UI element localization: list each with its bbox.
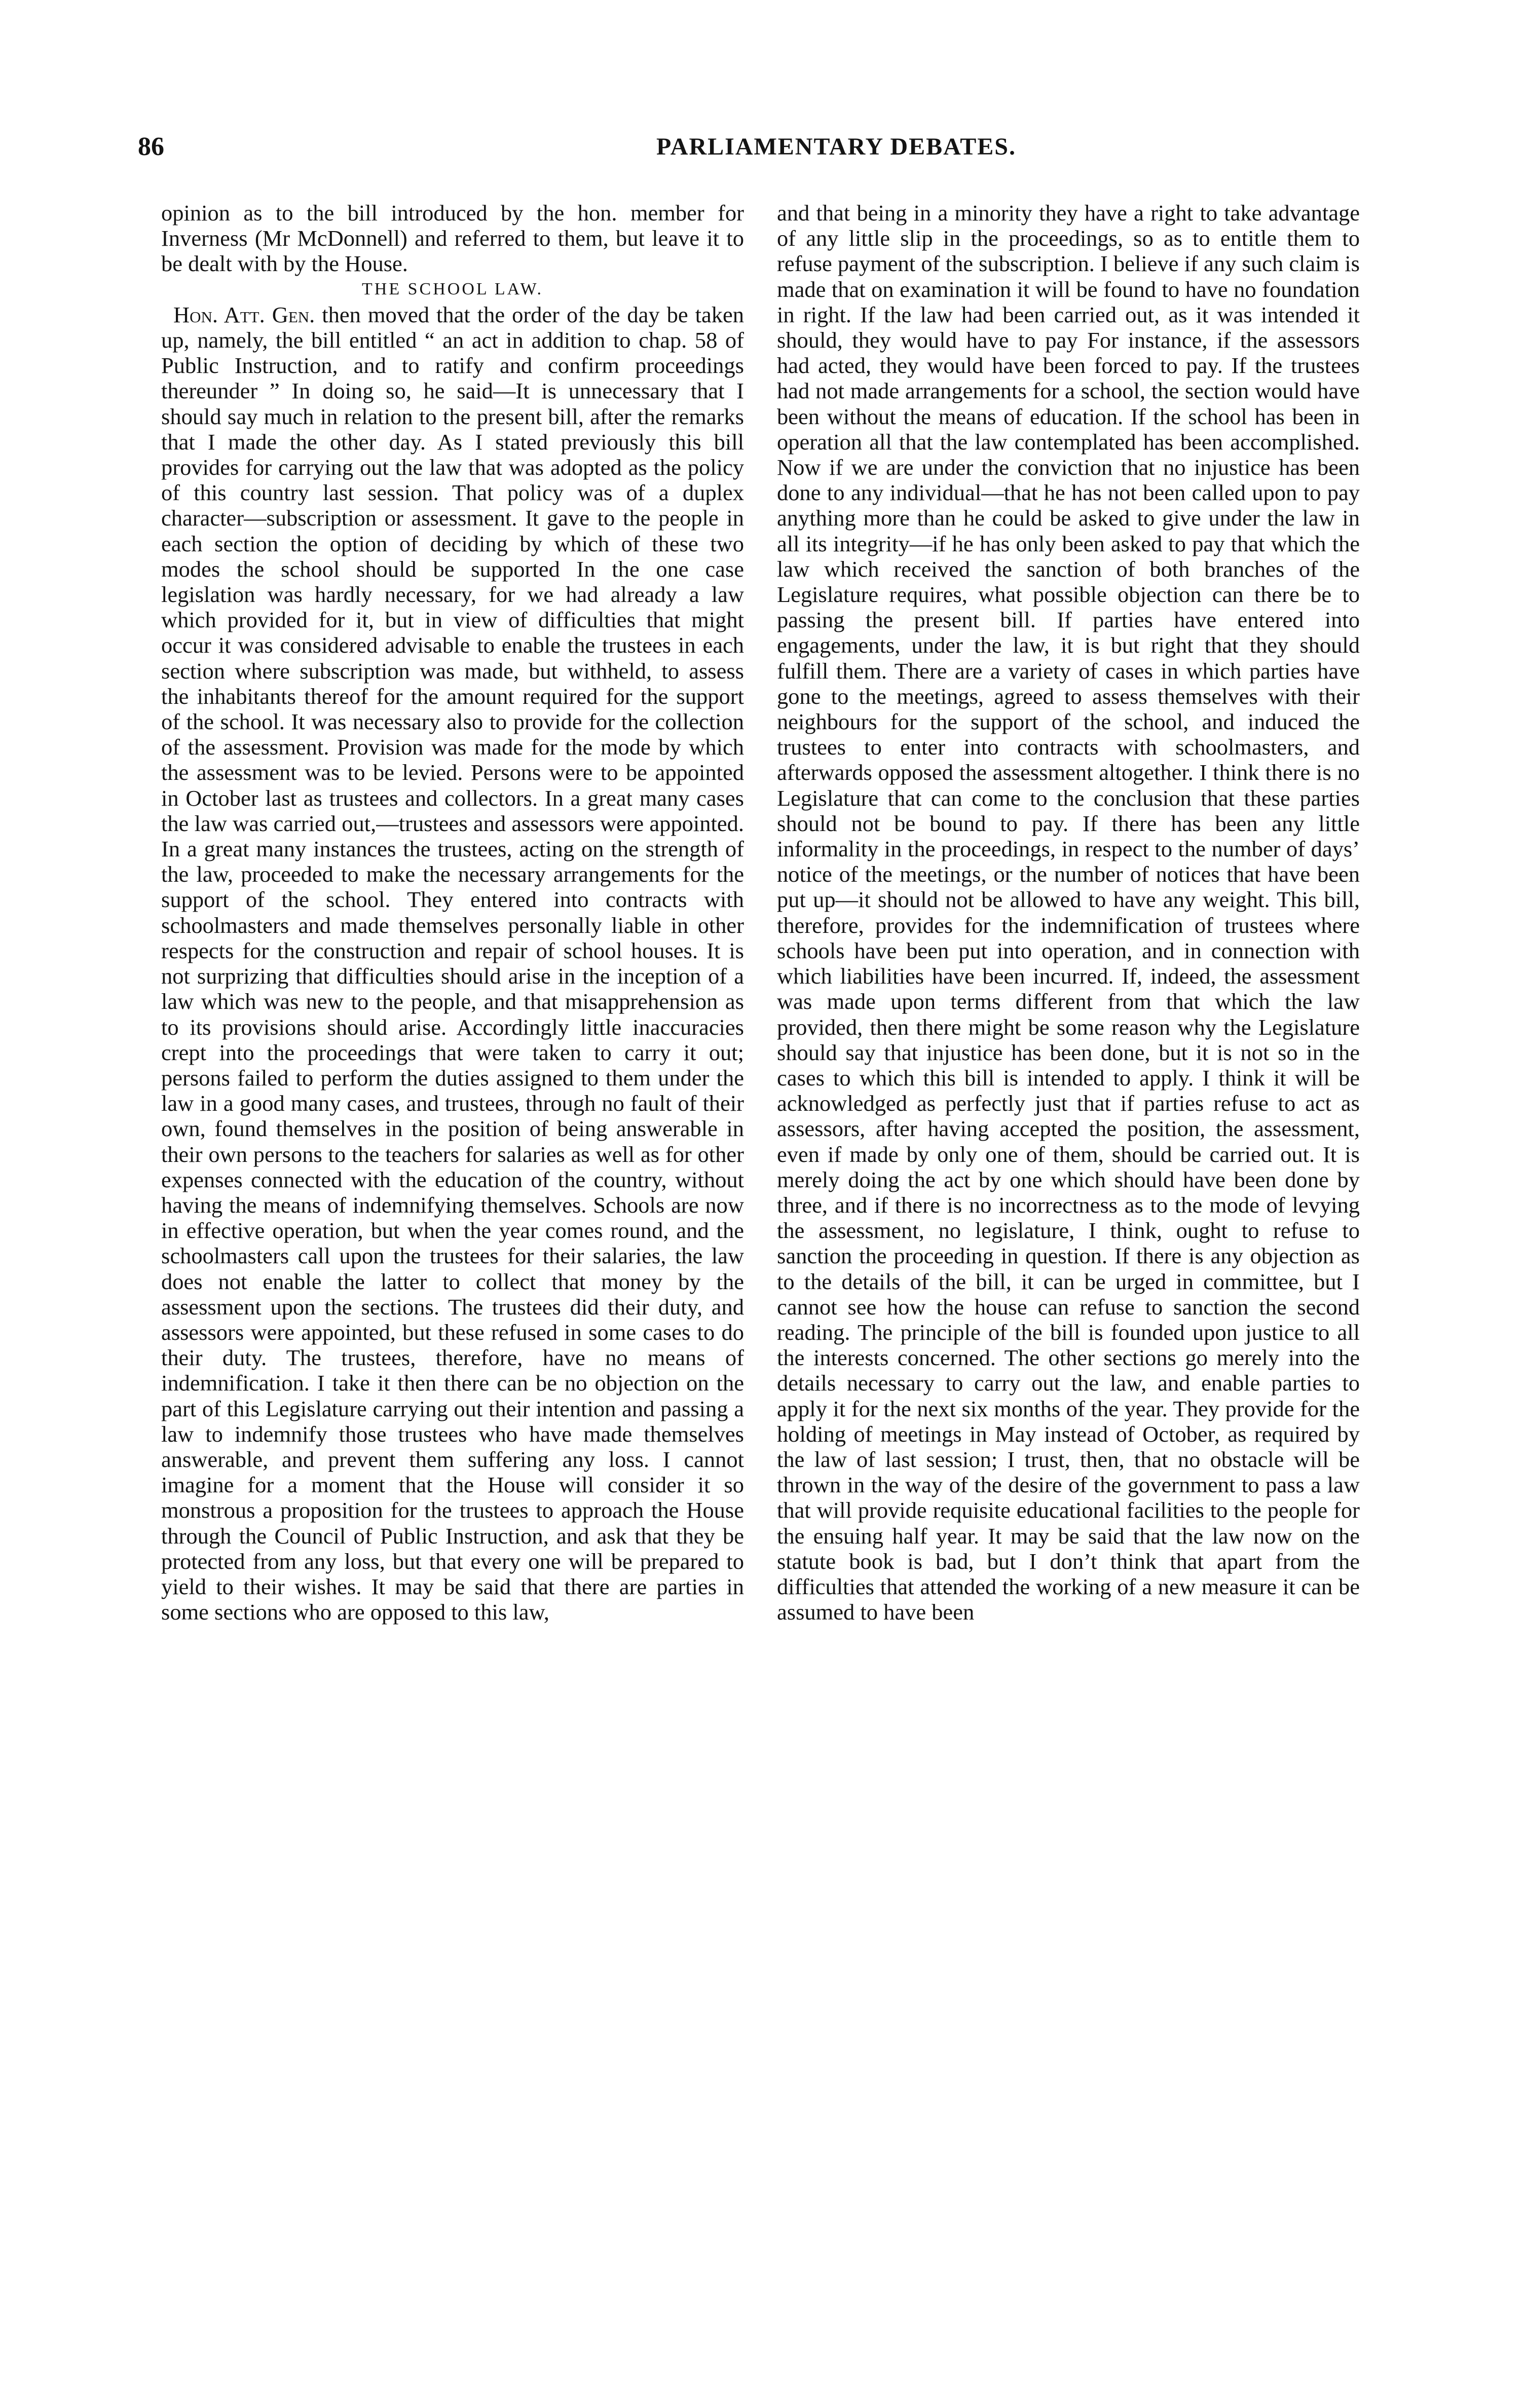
speech-paragraph [161,302,744,1625]
opening-paragraph: opinion as to the bill introduced by the hon. member for Inverness (Mr McDonnell) and referred to them, but leave it to be dealt with by the House. [161,200,744,277]
continued-paragraph: and that being in a minority they have a right to take advantage of any little slip in the proceedings, so as to entitle them to refuse payment of the subscription. I believe if any such claim is made that on examination it will be found to have no foundation in right. If the law had been carried out, as it was intended it should, they would have to pay For instance, if the assessors had acted, they would have been forced to pay. If the trustees had not made arrangements for a school, the section would have been without the means of education. If the school has been in operation all that the law contemplated has been accomplished. Now if we are under the conviction that no injustice has been done to any individual—that he has not been called upon to pay anything more than he could be asked to give under the law in all its integrity—if he has only been asked to pay that which the law which received the sanction of both branches of the Legislature requires, what possible objection can there be to passing the present bill. If parties have entered into engagements, under the law, it is but right that they should fulfill them. There are a variety of cases in which parties have gone to the meetings, agreed to assess themselves with their neighbours for the support of the school, and induced the trustees to enter into contracts with schoolmasters, and afterwards opposed the assessment altogether. I think there is no Legislature that can come to the conclusion that these parties should not be bound to pay. If there has been any little informality in the proceedings, in respect to the number of days’ notice of the meetings, or the number of notices that have been put up—it should not be allowed to have any weight. This bill, therefore, provides for the indemnification of trustees where schools have been put into operation, and in connection with which liabilities have been incurred. If, indeed, the assessment was made upon terms different from that which the law provided, then there might be some reason why the Legislature should say that injustice has been done, but it is not so in the cases to which this bill is intended to apply. I think it will be acknowledged as perfectly just that if parties refuse to act as assessors, after having accepted the position, the assessment, even if made by only one of them, should be carried out. It is merely doing the act by one which should have been done by three, and if there is no incorrectness as to the mode of levying the assessment, no legislature, I think, ought to refuse to sanction the proceeding in question. If there is any objection as to the details of the bill, it can be urged in committee, but I cannot see how the house can refuse to sanction the second reading. The principle of the bill is founded upon justice to all the interests concerned. The other sections go merely into the details necessary to carry out the law, and enable parties to apply it for the next six months of the year. They provide for the holding of meetings in May instead of October, as required by the law of last session; I trust, then, that no obstacle will be thrown in the way of the desire of the government to pass a law that will provide requisite educational facilities to the people for the ensuing half year. It may be said that the law now on the statute book is bad, but I don’t think that apart from the difficulties that attended the working of a new measure it can be assumed to have been [777,200,1360,1625]
left-column [161,200,744,1625]
page-number: 86 [138,132,164,161]
speaker-name: Hon. Att. Gen. [173,302,315,327]
section-heading: THE SCHOOL LAW. [362,279,543,298]
speech-text: then moved that the order of the day be taken up, namely, the bill entitled “ an act in addition to chap. 58 of Public Instruction, and to ratify and confirm proceedings thereunder ” In doing so, he said—It is unnecessary that I should say much in relation to the present bill, after the remarks that I made the other day. As I stated previously this bill provides for carrying out the law that was adopted as the policy of this country last session. That policy was of a duplex character—subscription or assessment. It gave to the people in each section the option of deciding by which of these two modes the school should be supported In the one case legislation was hardly necessary, for we had already a law which provided for it, but in view of difficulties that might occur it was considered advisable to enable the trustees in each section where subscription was made, but withheld, to assess the inhabitants thereof for the amount required for the support of the school. It was necessary also to provide for the collection of the assessment. Provision was made for the mode by which the assessment was to be levied. Persons were to be appointed in October last as trustees and collectors. In a great many cases the law was carried out,—trustees and assessors were appointed. In a great many instances the trustees, acting on the strength of the law, proceeded to make the necessary arrangements for the support of the school. They entered into contracts with schoolmasters and made themselves personally liable in other respects for the construction and repair of school houses. It is not surprizing that difficulties should arise in the inception of a law which was new to the people, and that misapprehension as to its provisions should arise. Accordingly little inaccuracies crept into the proceedings that were taken to carry it out; persons failed to perform the duties assigned to them under the law in a good many cases, and trustees, through no fault of their own, found themselves in the position of being answerable in their own persons to the teachers for salaries as well as for other expenses connected with the education of the country, without having the means of indemnifying themselves. Schools are now in effective operation, but when the year comes round, and the schoolmasters call upon the trustees for their salaries, the law does not enable the latter to collect that money by the assessment upon the sections. The trustees did their duty, and assessors were appointed, but these refused in some cases to do their duty. The trustees, therefore, have no means of indemnification. I take it then there can be no objection on the part of this Legislature carrying out their intention and passing a law to indemnify those trustees who have made themselves answerable, and prevent them suffering any loss. I cannot imagine for a moment that the House will consider it so monstrous a proposition for the trustees to approach the House through the Council of Public Instruction, and ask that they be protected from any loss, but that every one will be prepared to yield to their wishes. It may be said that there are parties in some sections who are opposed to this law, [161,302,745,1625]
running-title: PARLIAMENTARY DEBATES. [656,133,1016,160]
right-column [777,200,1360,1625]
